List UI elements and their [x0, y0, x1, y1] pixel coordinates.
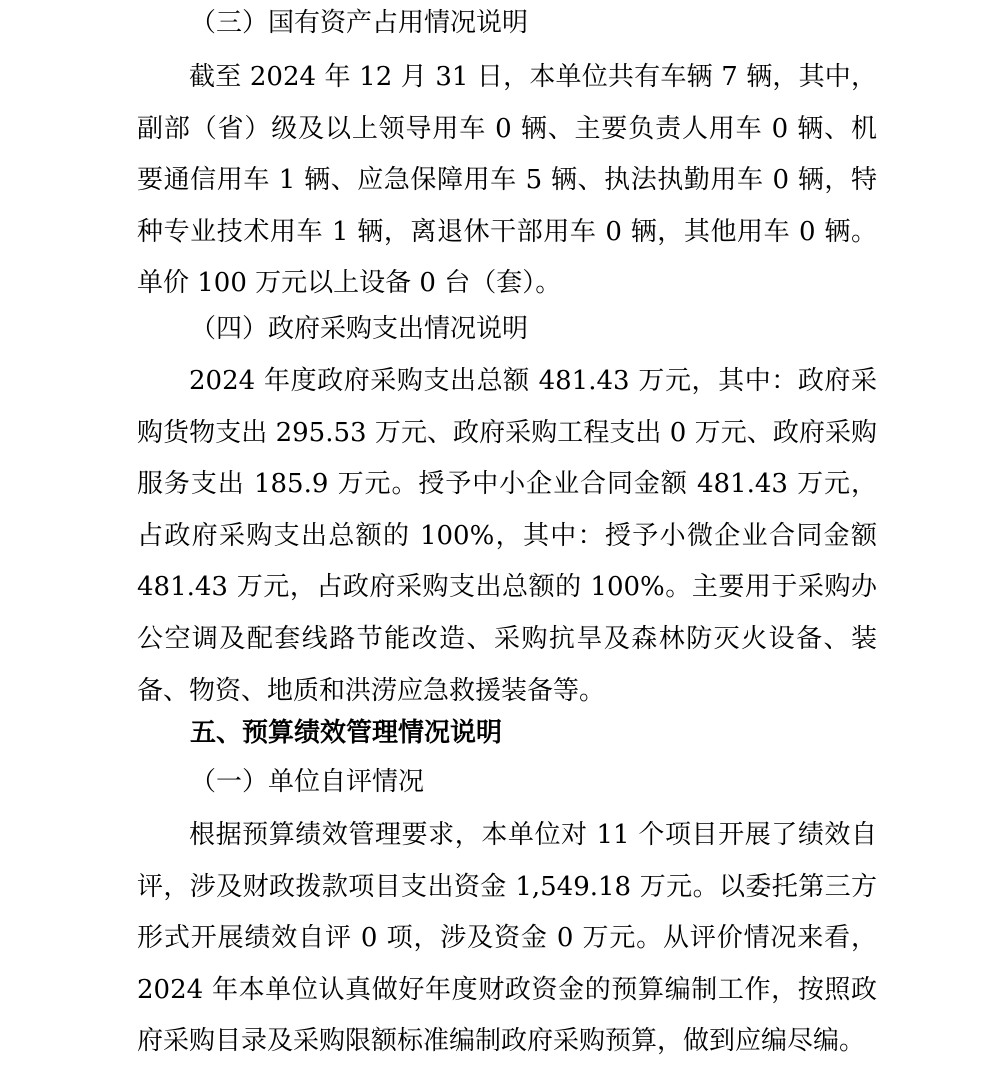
section-3-heading: （三）国有资产占用情况说明 [190, 8, 529, 38]
section-4-heading: （四）政府采购支出情况说明 [190, 314, 529, 344]
section-5-1-paragraph: 根据预算绩效管理要求，本单位对 11 个项目开展了绩效自评，涉及财政拨款项目支出资金 1,549.18 万元。以委托第三方形式开展绩效自评 0 项，涉及资金 0 万元。从评价情况来看，2024 年本单位认真做好年度财政资金的预算编制工作，按照政府采购目录及采购限额标准编制政府采购预算，做到应编尽编。 [137, 820, 877, 1057]
section-5-heading: 五、预算绩效管理情况说明 [190, 718, 503, 748]
section-5-1-heading: （一）单位自评情况 [190, 767, 425, 797]
section-3-paragraph: 截至 2024 年 12 月 31 日，本单位共有车辆 7 辆，其中，副部（省）级及以上领导用车 0 辆、主要负责人用车 0 辆、机要通信用车 1 辆、应急保障用车 5 辆、执法执勤用车 0 辆，特种专业技术用车 1 辆，离退休干部用车 0 辆，其他用车 0 辆。单价 100 万元以上设备 0 台（套）。 [137, 62, 877, 299]
section-4-paragraph: 2024 年度政府采购支出总额 481.43 万元，其中：政府采购货物支出 295.53 万元、政府采购工程支出 0 万元、政府采购服务支出 185.9 万元。授予中小企业合同金额 481.43 万元，占政府采购支出总额的 100%，其中：授予小微企业合同金额 481.43 万元，占政府采购支出总额的 100%。主要用于采购办公空调及配套线路节能改造、采购抗旱及森林防灭火设备、装备、物资、地质和洪涝应急救援装备等。 [137, 366, 877, 706]
